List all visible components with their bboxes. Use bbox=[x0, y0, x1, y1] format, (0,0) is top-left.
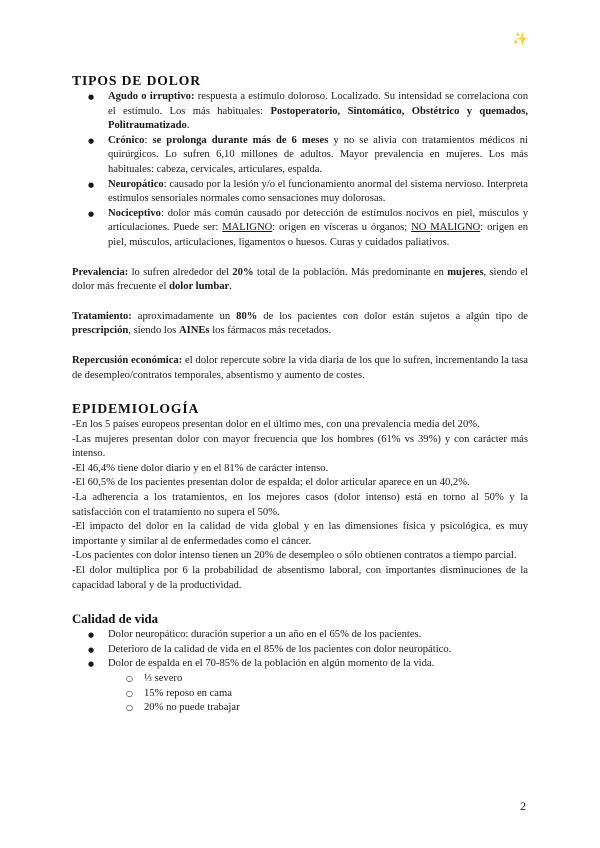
list-item-agudo: ● Agudo o irruptivo: respuesta a estímulo doloroso. Localizado. Su intensidad se correlaciona con el estímulo. Los más habituales: Postoperatorio, Sintomático, Obstétrico y quemados, Politraumatizado. bbox=[72, 90, 528, 134]
calidad-heading: Calidad de vida bbox=[72, 612, 159, 627]
list-item-cronico: ● Crónico: se prolonga durante más de 6 meses y no se alivia con tratamientos médicos ni quirúrgicos. Lo sufren 6,10 millones de adultos. Mayor prevalencia en mujeres. Los más habituales: cabeza, cervicales, articulares, espalda. bbox=[72, 134, 528, 178]
sub-list-item: ○ ⅓ severo bbox=[72, 672, 528, 687]
tipos-heading: TIPOS DE DOLOR bbox=[72, 73, 201, 88]
epi-line: -El impacto del dolor en la calidad de vida global y en las dimensiones física y psicológica, es muy importante y similar al de enfermedades como el cáncer. bbox=[72, 521, 528, 547]
epi-line: -El 60,5% de los pacientes presentan dolor de espalda; el dolor articular aparece en un 40,2%. bbox=[72, 477, 470, 489]
tratamiento-paragraph: Tratamiento: aproximadamente un 80% de los pacientes con dolor están sujetos a algún tipo de prescripción, siendo los AINEs los fármacos más recetados. bbox=[72, 310, 528, 337]
epi-line: -El dolor multiplica por 6 la probabilidad de absentismo laboral, con importantes disminuciones de la capacidad laboral y de la productividad. bbox=[72, 565, 528, 591]
epi-line: -En los 5 países europeos presentan dolor en el último mes, con una prevalencia media del 20%. bbox=[72, 419, 480, 431]
prevalencia-paragraph: Prevalencia: lo sufren alrededor del 20% total de la población. Más predominante en mujeres, siendo el dolor más frecuente el dolor lumbar. bbox=[72, 266, 528, 293]
list-item-nociceptivo: ● Nociceptivo: dolor más común causado por detección de estímulos nocivos en piel, músculos y articulaciones. Puede ser: MALIGNO: origen en vísceras u órganos; NO MALIGNO: origen en piel, músculos, articulaciones, ligamentos o huesos. Curas y cuidados paliativos. bbox=[72, 207, 528, 251]
epidemiologia-heading: EPIDEMIOLOGÍA bbox=[72, 401, 200, 417]
calidad-list bbox=[72, 628, 528, 672]
page-number: 2 bbox=[520, 799, 526, 813]
epi-line: -Las mujeres presentan dolor con mayor frecuencia que los hombres (61% vs 39%) y con carácter más intenso. bbox=[72, 433, 528, 460]
list-item: ● Dolor de espalda en el 70-85% de la población en algún momento de la vida. bbox=[72, 657, 528, 672]
repercusion-paragraph: Repercusión económica: el dolor repercute sobre la vida diaria de los que lo sufren, incrementando la tasa de desempleo/contratos temporales, absentismo y aumento de costes. bbox=[72, 354, 528, 381]
epi-line: -El 46,4% tiene dolor diario y en el 81% de carácter intenso. bbox=[72, 462, 329, 474]
epi-line: -Los pacientes con dolor intenso tienen un 20% de desempleo o sólo obtienen contratos a tiempo parcial. bbox=[72, 550, 517, 562]
list-item-neuropatico: ● Neuropático: causado por la lesión y/o el funcionamiento anormal del sistema nervioso. Interpreta estímulos sensoriales normales como sensaciones muy dolorosas. bbox=[72, 178, 528, 207]
sub-list-item: ○ 20% no puede trabajar bbox=[72, 701, 528, 716]
list-item: ● Dolor neuropático: duración superior a un año en el 65% de los pacientes. bbox=[72, 628, 528, 643]
document-body bbox=[72, 72, 528, 716]
sparkle-icon: ✨ bbox=[512, 32, 529, 47]
list-item: ● Deterioro de la calidad de vida en el 85% de los pacientes con dolor neuropático. bbox=[72, 643, 528, 658]
calidad-sublist bbox=[72, 672, 528, 716]
tipos-list bbox=[72, 90, 528, 251]
sub-list-item: ○ 15% reposo en cama bbox=[72, 687, 528, 702]
epi-line: -La adherencia a los tratamientos, en los mejores casos (dolor intenso) está en torno al 50% y la satisfacción con el tratamiento no supera el 50%. bbox=[72, 492, 528, 518]
